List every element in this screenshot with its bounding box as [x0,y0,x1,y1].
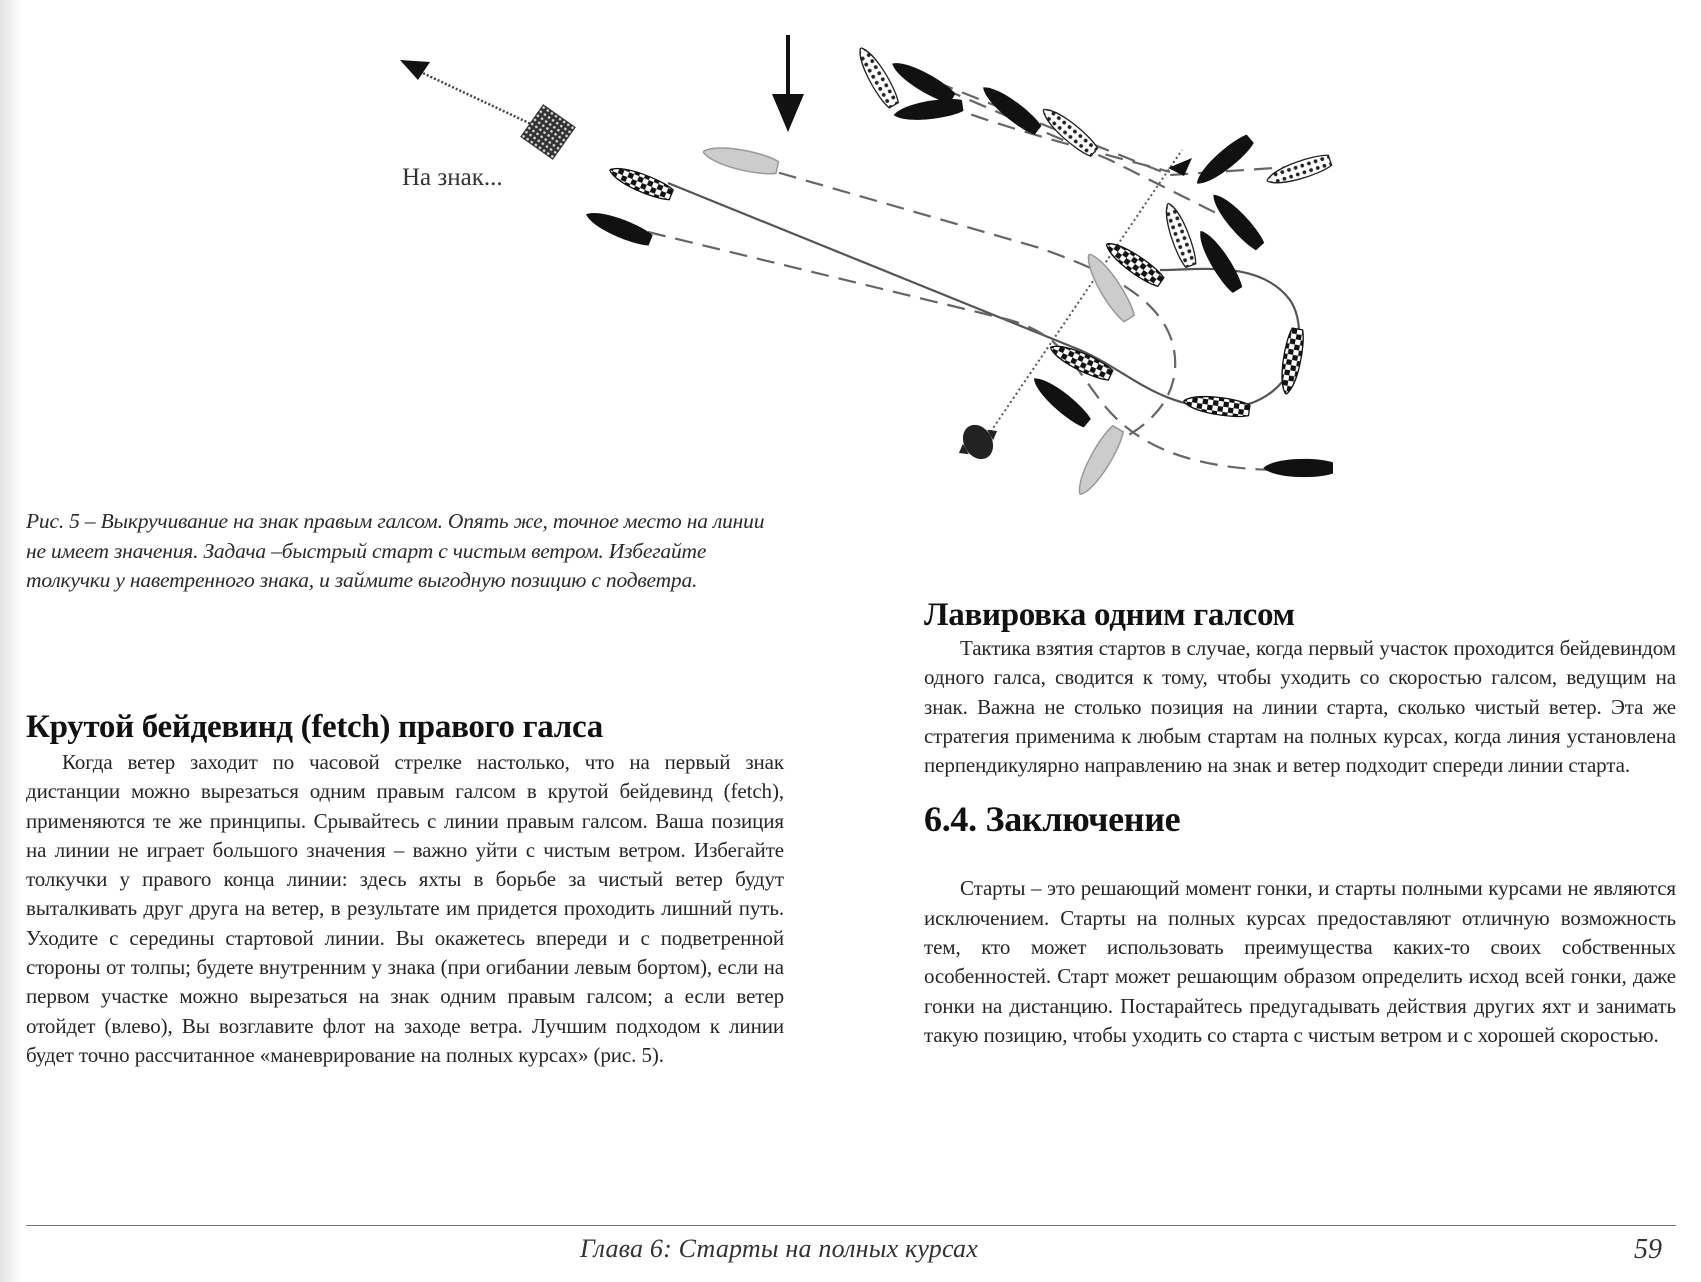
windward-mark-icon [520,104,576,160]
page-binding-shadow [0,0,22,1282]
yacht-icon [583,43,1333,499]
mark-direction-arrow-icon [400,60,548,132]
section-heading-conclusion: 6.4. Заключение [924,799,1181,840]
wind-arrow-icon [772,35,804,132]
paragraph-conclusion: Старты – это решающий момент гонки, и старты полными курсами не являются исключением. Старты на полных курсах предоставляют отличную возможность тем, кто может использовать преимущества каких-то своих собственных особенностей. Старт может решающим образом определить исход всей гонки, даже гонки на дистанцию. Постарайтесь предугадывать действия других яхт и занимать такую позицию, чтобы уходить со старта с чистым ветром и с хорошей скоростью. [924,876,1676,1047]
paragraph-single-tack: Тактика взятия стартов в случае, когда первый участок проходится бейдевиндом одного галса, сводится к тому, чтобы уходить со скоростью галсом, ведущим на знак. Важна не столько позиция на линии старта, сколько чистый ветер. Эта же стратегия применима к любым стартам на полных курсах, когда линия установлена перпендикулярно направлению на знак и ветер подходит спереди линии старта. [924,636,1676,778]
running-footer-title: Глава 6: Старты на полных курсах [580,1234,978,1263]
section-heading-single-tack: Лавировка одним галсом [924,597,1295,633]
right-column [924,596,1676,1050]
figure-caption: Рис. 5 – Выкручивание на знак правым галсом. Опять же, точное место на линии не имеет значения. Задача –быстрый старт с чистым ветром. Избегайте толкучки у наветренного знака, и займите выгодную позицию с подветра. [26,509,765,592]
mark-label: На знак... [402,164,503,191]
footer-divider [26,1225,1676,1226]
section-heading-fetch: Крутой бейдевинд (fetch) правого галса [26,709,603,745]
paragraph-fetch: Когда ветер заходит по часовой стрелке настолько, что на первый знак дистанции можно вырезаться одним правым галсом в крутой бейдевинд (fetch), применяются те же принципы. Срывайтесь с линии правым галсом. Ваша позиция на линии не играет большого значения – важно уйти с чистым ветром. Избегайте толкучки у правого конца линии: здесь яхты в борьбе за чистый ветер будут выталкивать друг друга на ветер, в результате им придется проходить лишний путь. Уходите с середины стартовой линии. Вы окажетесь впереди и с подветренной стороны от толпы; будете внутренним у знака (при огибании левым бортом), если на первом участке можно вырезаться на знак одним правым галсом; а если ветер отойдет (влево), Вы возглавите флот на заходе ветра. Лучшим подходом к линии будет точно рассчитанное «маневрирование на полных курсах» (рис. 5). [26,750,784,1067]
left-column [26,708,784,1070]
page-number: 59 [1634,1234,1662,1265]
figure-5-diagram [380,20,1380,500]
committee-boat-icon [950,415,1006,468]
